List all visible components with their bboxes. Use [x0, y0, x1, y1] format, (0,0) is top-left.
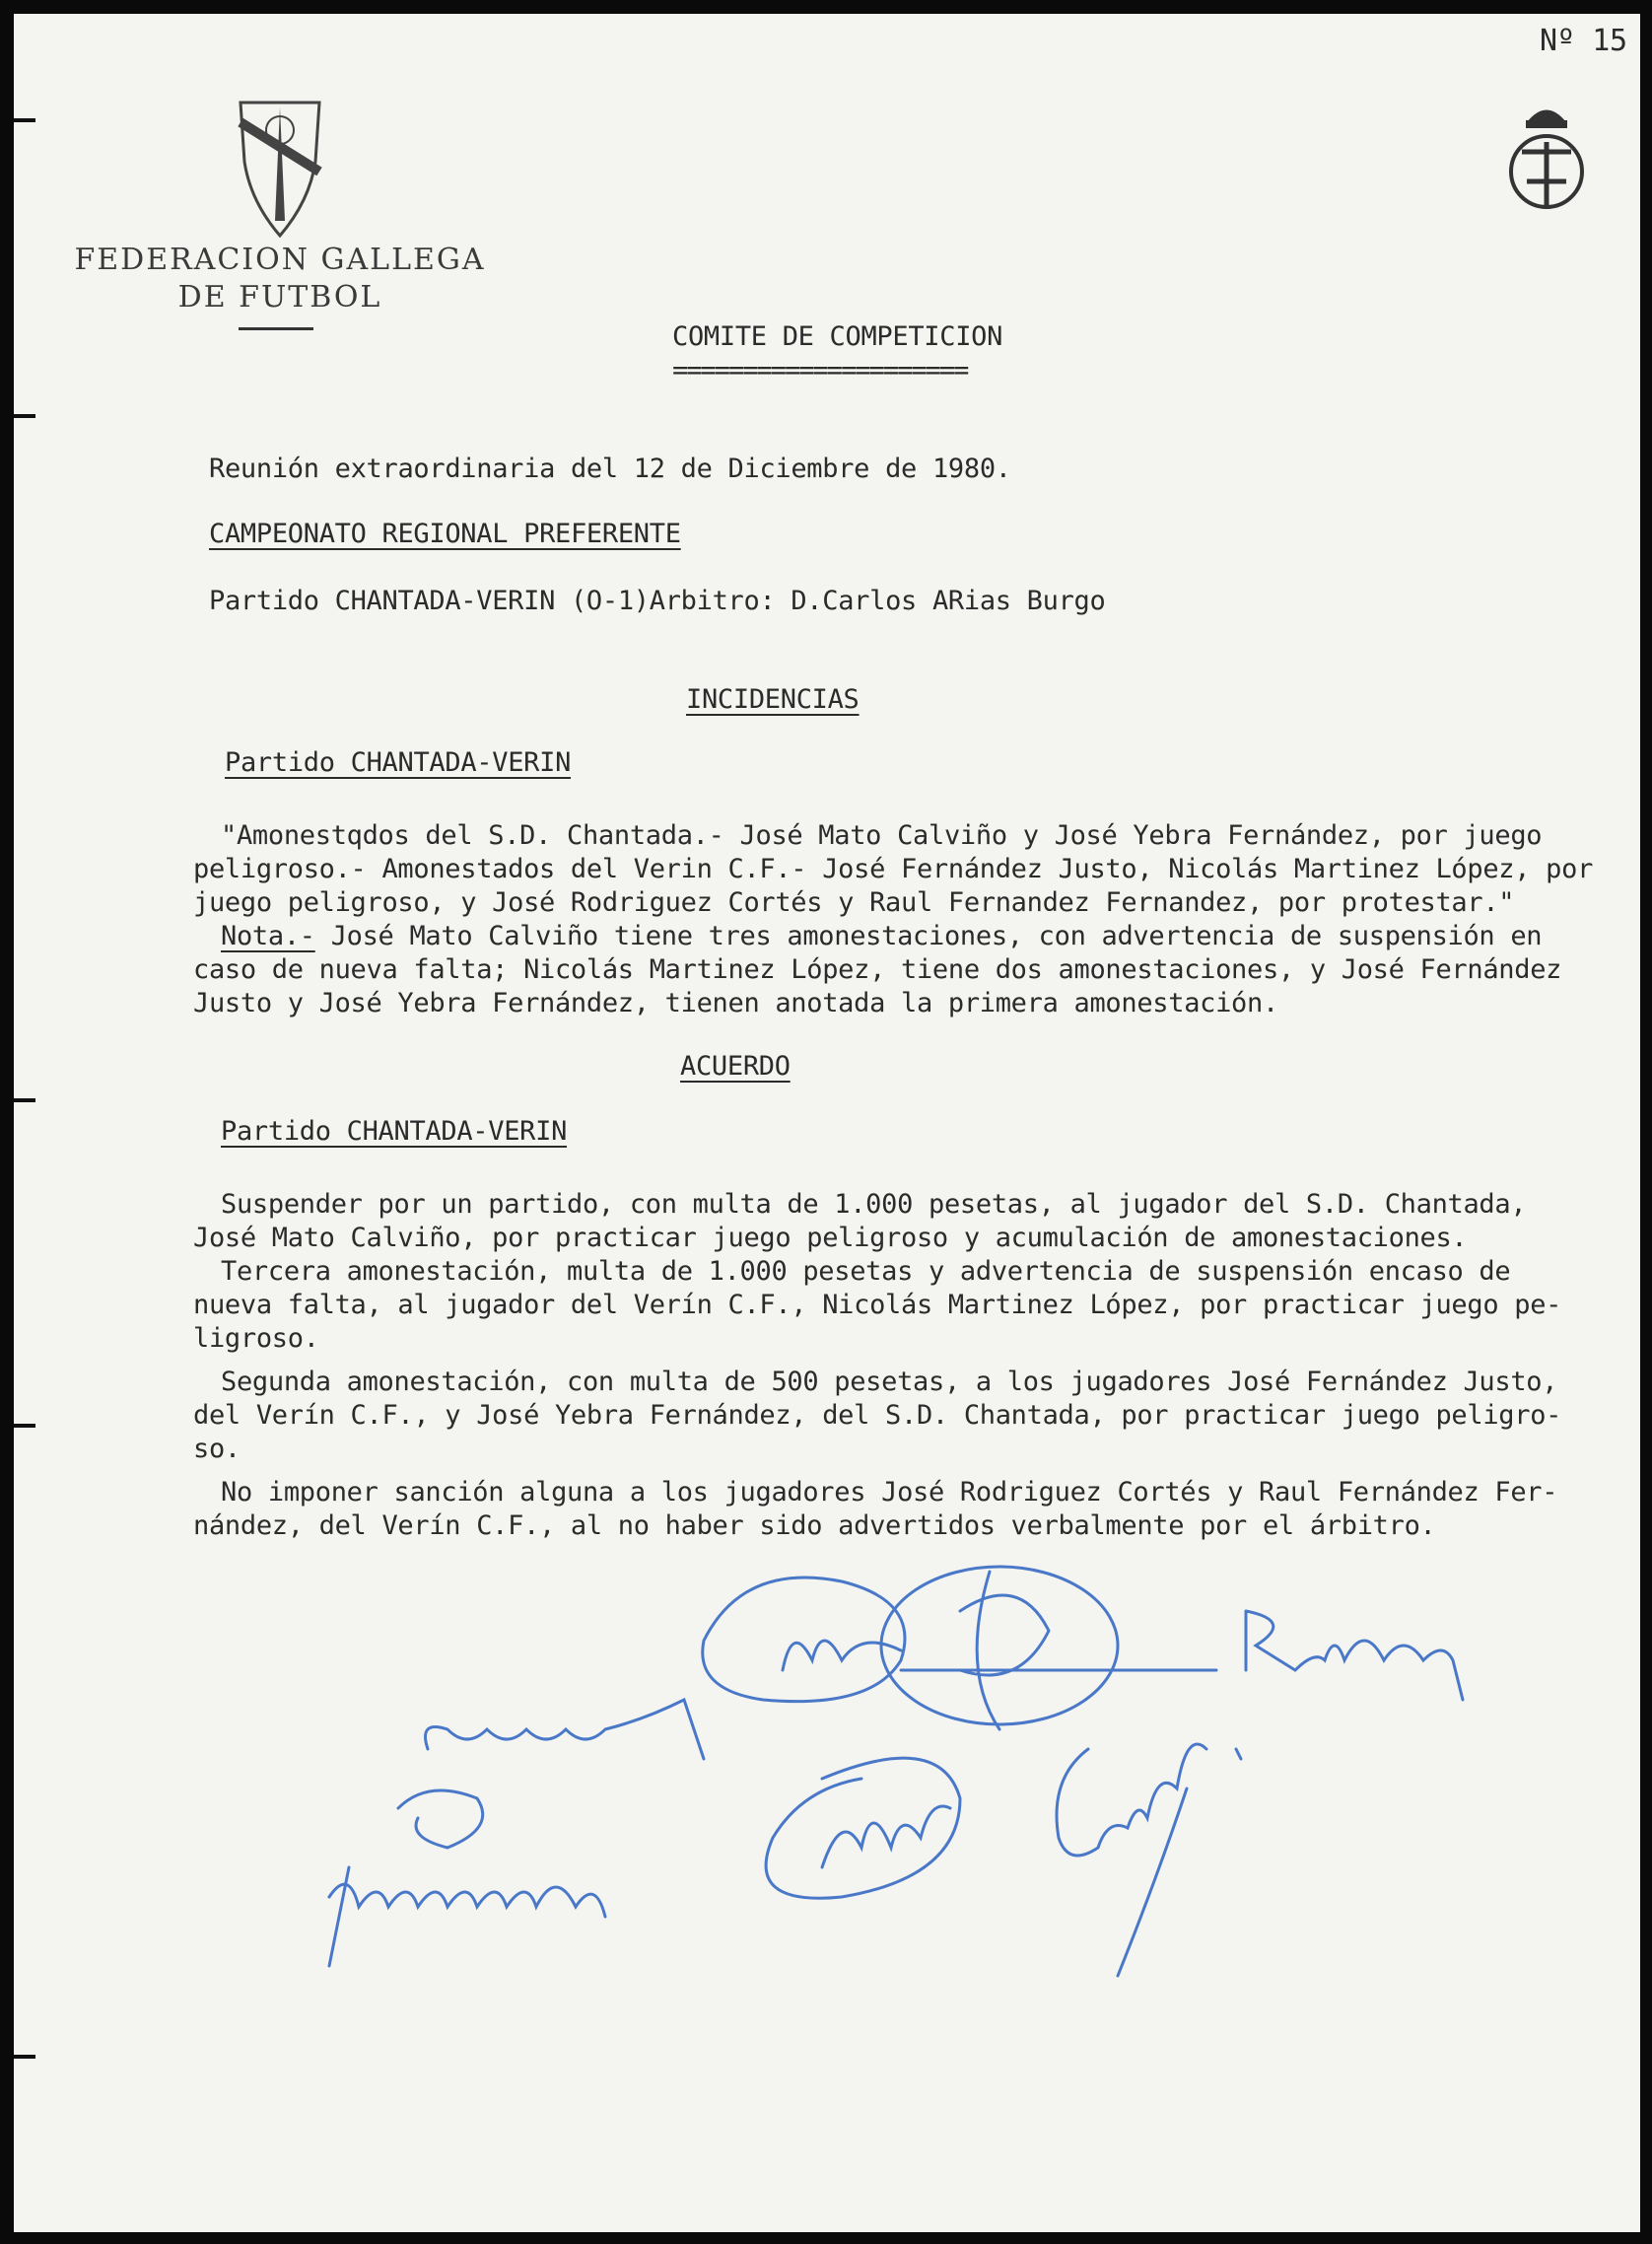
- signature-6: [766, 1758, 960, 1898]
- crown-crest-logo: [1502, 93, 1591, 221]
- acuerdo-line: del Verín C.F., y José Yebra Fernández, del S.D. Chantada, por practicar juego peligro-: [193, 1400, 1562, 1431]
- binding-hole-mark: [14, 1424, 35, 1428]
- signature-5: [329, 1790, 605, 1966]
- federation-shield-logo: [231, 93, 329, 241]
- signature-1: [703, 1578, 905, 1702]
- binding-hole-mark: [14, 1098, 35, 1102]
- nota-line: caso de nueva falta; Nicolás Martinez López, tiene dos amonestaciones, y José Fernández: [193, 954, 1562, 985]
- acuerdo-line: ligroso.: [193, 1323, 319, 1354]
- incidencias-line: "Amonestqdos del S.D. Chantada.- José Mato Calviño y José Yebra Fernández, por juego: [221, 820, 1543, 851]
- acuerdo-line: Segunda amonestación, con multa de 500 pesetas, a los jugadores José Fernández Justo,: [221, 1367, 1558, 1397]
- match-referee-line: Partido CHANTADA-VERIN (O-1)Arbitro: D.Carlos ARias Burgo: [209, 586, 1106, 616]
- acuerdo-line: nández, del Verín C.F., al no haber sido advertidos verbalmente por el árbitro.: [193, 1510, 1436, 1541]
- nota-line: [221, 921, 1542, 951]
- org-name-line1: FEDERACION GALLEGA: [74, 243, 486, 277]
- incidencias-line: juego peligroso, y José Rodriguez Cortés y Raul Fernandez Fernandez, por protestar.": [193, 887, 1515, 918]
- acuerdo-line: Tercera amonestación, multa de 1.000 pesetas y advertencia de suspensión encaso de: [221, 1256, 1511, 1287]
- acuerdo-line: José Mato Calviño, por practicar juego peligroso y acumulación de amonestaciones.: [193, 1223, 1468, 1253]
- acuerdo-line: Suspender por un partido, con multa de 1.000 pesetas, al jugador del S.D. Chantada,: [221, 1189, 1527, 1220]
- acuerdo-line: No imponer sanción alguna a los jugadores José Rodriguez Cortés y Raul Fernández Fer-: [221, 1477, 1558, 1508]
- acuerdo-line: so.: [193, 1434, 241, 1464]
- meeting-date: Reunión extraordinaria del 12 de Diciembre de 1980.: [209, 454, 1011, 484]
- committee-title: COMITE DE COMPETICION: [672, 321, 1003, 352]
- signatures-area: [270, 1552, 1630, 2065]
- nota-label: Nota.-: [221, 921, 315, 951]
- org-name-line2: DE FUTBOL: [177, 280, 382, 315]
- binding-hole-mark: [14, 118, 35, 122]
- binding-hole-mark: [14, 2055, 35, 2059]
- championship-heading: CAMPEONATO REGIONAL PREFERENTE: [209, 519, 681, 549]
- nota-line: Justo y José Yebra Fernández, tienen anotada la primera amonestación.: [193, 988, 1278, 1018]
- title-rule: =====================: [672, 355, 968, 386]
- signature-2: [881, 1567, 1216, 1729]
- acuerdo-line: nueva falta, al jugador del Verín C.F., Nicolás Martinez López, por practicar juego pe-: [193, 1290, 1562, 1320]
- signature-4: [426, 1700, 705, 1759]
- letterhead-divider: [239, 327, 313, 330]
- acuerdo-heading: ACUERDO: [680, 1051, 791, 1082]
- incidencias-heading: INCIDENCIAS: [686, 684, 860, 715]
- signature-3: [1246, 1611, 1463, 1700]
- incidencias-match: Partido CHANTADA-VERIN: [225, 747, 572, 778]
- document-page: [14, 14, 1640, 2232]
- page-number: Nº 15: [1540, 24, 1627, 58]
- incidencias-line: peligroso.- Amonestados del Verin C.F.- José Fernández Justo, Nicolás Martinez López, por: [193, 854, 1594, 884]
- signature-7: [1057, 1744, 1241, 1976]
- acuerdo-match: Partido CHANTADA-VERIN: [221, 1116, 568, 1147]
- nota-text: José Mato Calviño tiene tres amonestaciones, con advertencia de suspensión en: [314, 921, 1543, 951]
- binding-hole-mark: [14, 414, 35, 418]
